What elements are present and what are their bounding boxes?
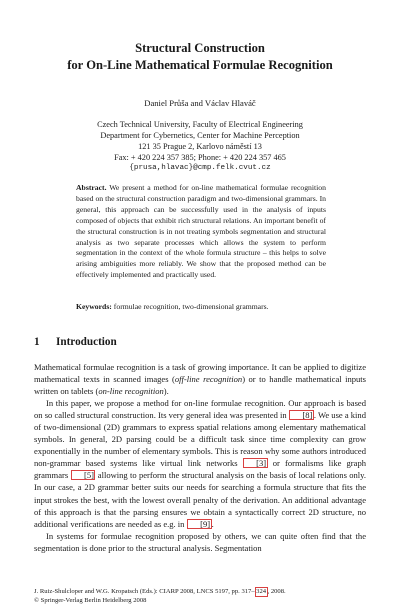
page-link-324[interactable]: 324 [256, 588, 267, 595]
keywords-label: Keywords: [76, 302, 112, 311]
paragraph-2: In this paper, we propose a method for on-line formulae recognition. Our approach is based on so called structural construction. Its very general idea was presented in [8] . We use a kind of two-dimensional (2D) grammars to express spatial relations among elementary mathematical symbols. In general, 2D parsing could be a difficult task since time complexity can grow exponentially in the number of elementary symbols. This is reason why some authors introduced non-grammar based systems like virtual link networks [3] or formalisms like graph grammars [5] allowing to perform the structural analysis on the basis of local relations only. In our case, a 2D grammar better suits our needs for searching a formula structure that fits the input strokes the best, with the lowest overall penalty of the derivation. An additional advantage of this approach is that the parsing ensures we obtain a syntactically correct 2D structure, no additional verifications are needed as e.g. in [9] . [34, 398, 366, 529]
keywords-text: formulae recognition, two-dimensional grammars. [113, 302, 269, 311]
section-title: Introduction [56, 336, 117, 348]
emphasis-off-line: off-line recognition [174, 374, 243, 385]
section-heading [34, 335, 117, 349]
authors: Daniel Průša and Václav Hlaváč [144, 98, 256, 108]
abstract [76, 183, 326, 281]
citation-link-9[interactable]: [9] [187, 519, 212, 529]
author-email: {prusa,hlavac}@cmp.felk.cvut.cz [129, 164, 271, 172]
paragraph-3: In systems for formulae recognition proposed by others, we can quite often find that the segmentation is done prior to the structural analysis. Segmentation [34, 530, 366, 553]
keywords [76, 302, 326, 313]
paragraph-1: Mathematical formulae recognition is a task of growing importance. It can be applied to digitize mathematical texts in scanned images (off-line recognition) or to handle mathematical inputs written on tablets (on-line recognition). [34, 362, 367, 397]
citation-link-5[interactable]: [5] [71, 470, 96, 480]
affiliation-line-1: Czech Technical University, Faculty of Electrical Engineering [97, 120, 303, 129]
body-text [34, 361, 366, 554]
affiliation-line-2: Department for Cybernetics, Center for Machine Perception [100, 131, 300, 140]
affiliation-line-4: Fax: + 420 224 357 385; Phone: + 420 224 357 465 [114, 153, 286, 162]
footer [34, 587, 366, 606]
abstract-text: We present a method for on-line mathematical formulae recognition based on the structural construction paradigm and two-dimensional grammars. In general, this approach can be successfully used in the analysis of inputs composed of objects that exhibit rich structural relations. An important benefit of the structural construction is in not treating symbols segmentation and structural analysis as two separate processes which allows the system to perform segmentation in the context of the whole formula structure – this helps to solve arising ambiguities more reliably. We show that the proposed method can be effectively implemented and practically used. [76, 183, 326, 280]
affiliation-line-3: 121 35 Prague 2, Karlovo náměstí 13 [138, 142, 262, 151]
paper-title-line-2: for On-Line Mathematical Formulae Recognition [67, 58, 333, 72]
paper-title-line-1: Structural Construction [135, 41, 265, 55]
citation-link-3[interactable]: [3] [243, 458, 268, 468]
footer-citation: J. Ruiz-Shulcloper and W.G. Kropatsch (Eds.): CIARP 2008, LNCS 5197, pp. 317– 324 , 2008. [34, 588, 286, 595]
abstract-label: Abstract. [76, 183, 107, 192]
emphasis-on-line: on-line recognition [98, 386, 164, 397]
footer-copyright: © Springer-Verlag Berlin Heidelberg 2008 [34, 597, 147, 604]
section-number: 1 [34, 336, 40, 348]
citation-link-8[interactable]: [8] [289, 410, 314, 420]
